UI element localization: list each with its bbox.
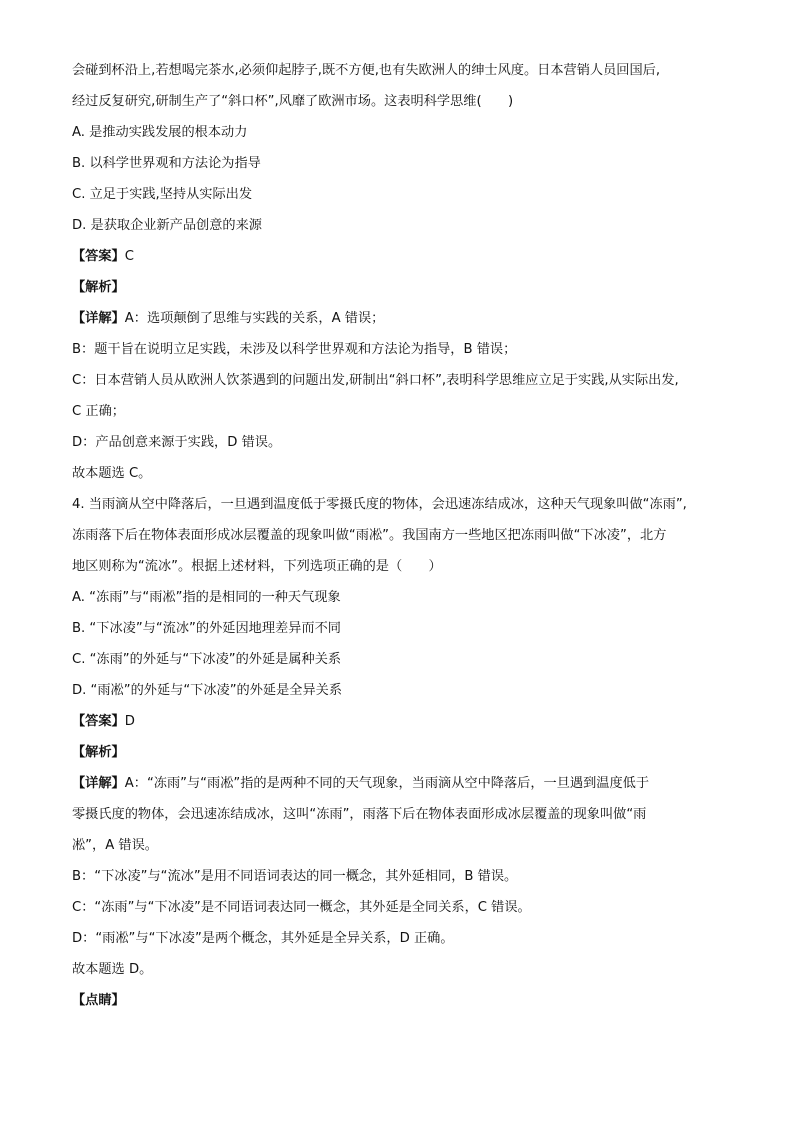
explanation-tag: 【详解】 xyxy=(72,311,125,326)
text-line: 会碰到杯沿上,若想喝完茶水,必须仰起脖子,既不方便,也有失欧洲人的绅士风度。日本营销人员回国后, xyxy=(72,63,661,78)
answer-line: 【答案】D xyxy=(72,714,135,729)
option-b: B. 以科学世界观和方法论为指导 xyxy=(72,156,261,171)
analysis-heading: 【解析】 xyxy=(72,745,125,760)
text-line: 冻雨落下后在物体表面形成冰层覆盖的现象叫做“雨凇”。我国南方一些地区把冻雨叫做“下冰凌”，北方 xyxy=(72,528,667,543)
answer-tag: 【答案】 xyxy=(72,714,125,729)
text-line: 地区则称为“流冰”。根据上述材料，下列选项正确的是（ ） xyxy=(72,559,442,574)
text-line: D：产品创意来源于实践，D 错误。 xyxy=(72,435,282,450)
text-line: 凇”，A 错误。 xyxy=(72,838,158,853)
option-d: D. “雨凇”的外延与“下冰凌”的外延是全异关系 xyxy=(72,683,343,698)
text-line: C 正确； xyxy=(72,404,125,419)
option-c: C. 立足于实践,坚持从实际出发 xyxy=(72,187,253,202)
answer-line: 【答案】C xyxy=(72,249,134,264)
explanation-line: 【详解】A：选项颠倒了思维与实践的关系，A 错误； xyxy=(72,311,385,326)
question-4-stem: 4. 当雨滴从空中降落后，一旦遇到温度低于零摄氏度的物体，会迅速冻结成冰，这种天气现象叫做“冻雨”, xyxy=(72,497,687,512)
text-line: 故本题选 D。 xyxy=(72,962,153,977)
explanation-tag: 【详解】 xyxy=(72,776,125,791)
text-line: B：“下冰凌”与“流冰”是用不同语词表达的同一概念，其外延相同，B 错误。 xyxy=(72,869,518,884)
text-line: 零摄氏度的物体，会迅速冻结成冰，这叫“冻雨”，雨落下后在物体表面形成冰层覆盖的现象叫做“雨 xyxy=(72,807,647,822)
option-d: D. 是获取企业新产品创意的来源 xyxy=(72,218,262,233)
text-line: 故本题选 C。 xyxy=(72,466,152,481)
text-line: C：日本营销人员从欧洲人饮茶遇到的问题出发,研制出“斜口杯”,表明科学思维应立足于实践,从实际出发, xyxy=(72,373,679,388)
answer-tag: 【答案】 xyxy=(72,249,125,264)
text-line: D：“雨凇”与“下冰凌”是两个概念，其外延是全异关系，D 正确。 xyxy=(72,931,454,946)
text-line: B：题干旨在说明立足实践，未涉及以科学世界观和方法论为指导，B 错误； xyxy=(72,342,517,357)
analysis-heading: 【解析】 xyxy=(72,280,125,295)
option-c: C. “冻雨”的外延与“下冰凌”的外延是属种关系 xyxy=(72,652,342,667)
option-b: B. “下冰凌”与“流冰”的外延因地理差异而不同 xyxy=(72,621,341,636)
text-line: C：“冻雨”与“下冰凌”是不同语词表达同一概念，其外延是全同关系，C 错误。 xyxy=(72,900,531,915)
option-a: A. 是推动实践发展的根本动力 xyxy=(72,125,248,140)
comment-heading: 【点睛】 xyxy=(72,993,125,1008)
option-a: A. “冻雨”与“雨凇”指的是相同的一种天气现象 xyxy=(72,590,341,605)
explanation-line: 【详解】A：“冻雨”与“雨凇”指的是两种不同的天气现象，当雨滴从空中降落后，一旦遇到温度低于 xyxy=(72,776,650,791)
text-line: 经过反复研究,研制生产了“斜口杯”,风靡了欧洲市场。这表明科学思维( ) xyxy=(72,94,514,109)
